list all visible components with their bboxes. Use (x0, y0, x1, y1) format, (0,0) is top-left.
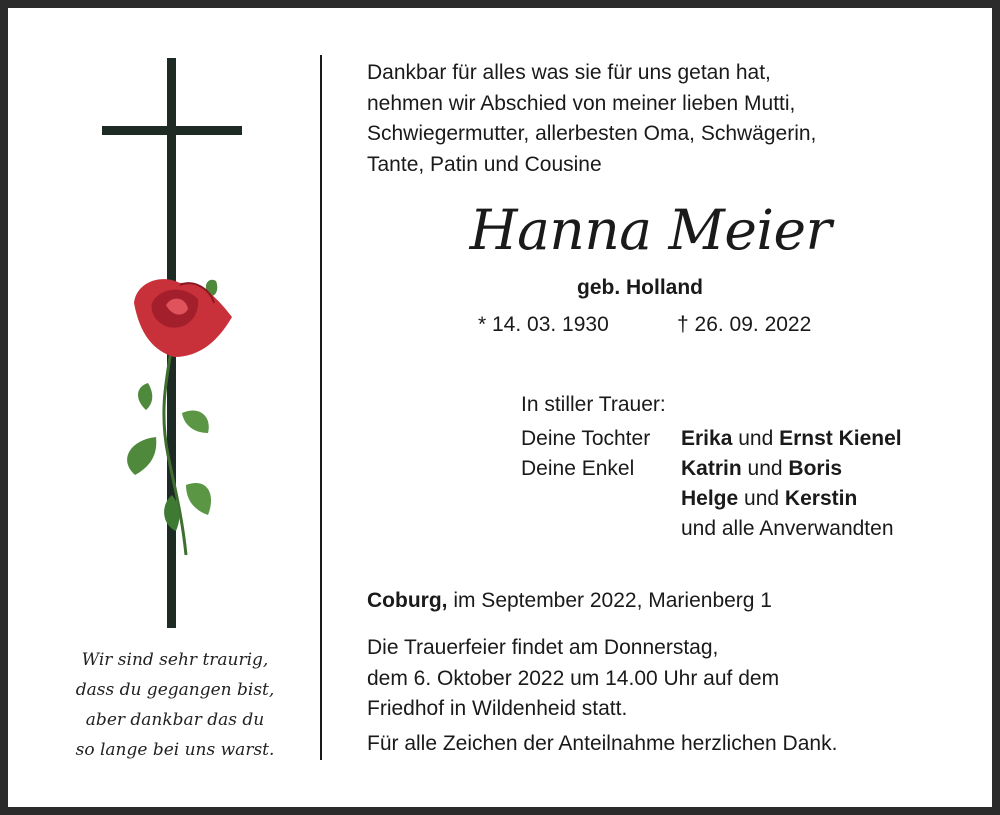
intro-line: Schwiegermutter, allerbesten Oma, Schwägerin, (367, 122, 817, 145)
rose-icon (127, 279, 232, 555)
mourners-heading: In stiller Trauer: (521, 393, 666, 416)
place-date-line (367, 589, 772, 613)
poem-line: dass du gegangen bist, (75, 680, 275, 700)
intro-text (367, 58, 816, 180)
mourner-name: Katrin (681, 457, 742, 480)
intro-line: Tante, Patin und Cousine (367, 152, 602, 176)
vertical-divider (320, 55, 322, 760)
deceased-name: Hanna Meier (469, 198, 832, 262)
service-info (367, 633, 779, 725)
relatives-line: und alle Anverwandten (681, 517, 894, 540)
birth-date: * 14. 03. 1930 (478, 313, 609, 336)
death-date: † 26. 09. 2022 (677, 313, 812, 336)
poem-line: aber dankbar das du (85, 710, 265, 730)
mourner-name: Erika (681, 427, 733, 450)
daughter-names (681, 427, 902, 451)
grandchildren-names-1 (681, 457, 842, 481)
intro-line: nehmen wir Abschied von meiner lieben Mutti, (367, 91, 796, 115)
service-line: Die Trauerfeier findet am Donnerstag, (367, 636, 719, 659)
maiden-name: geb. Holland (577, 276, 703, 299)
thanks-line: Für alle Zeichen der Anteilnahme herzlichen Dank. (367, 732, 838, 755)
service-line: dem 6. Oktober 2022 um 14.00 Uhr auf dem (367, 666, 780, 690)
mourner-name: Boris (788, 457, 843, 480)
conjunction: und (738, 427, 774, 450)
intro-line: Dankbar für alles was sie für uns getan hat, (367, 61, 771, 84)
poem-line: so lange bei uns warst. (75, 740, 275, 760)
poem (60, 645, 290, 765)
grandchildren-label: Deine Enkel (521, 457, 635, 480)
mourner-name: Helge (681, 487, 739, 510)
conjunction: und (747, 457, 783, 480)
mourner-name: Ernst Kienel (779, 427, 902, 450)
service-line: Friedhof in Wildenheid statt. (367, 697, 628, 720)
place-city: Coburg, (367, 589, 448, 612)
daughter-label: Deine Tochter (521, 427, 651, 450)
poem-line: Wir sind sehr traurig, (81, 650, 269, 670)
conjunction: und (744, 487, 780, 510)
grandchildren-names-2 (681, 487, 857, 511)
mourner-name: Kerstin (784, 487, 858, 510)
cross-rose-illustration (90, 55, 250, 630)
place-rest: im September 2022, Marienberg 1 (447, 589, 772, 612)
